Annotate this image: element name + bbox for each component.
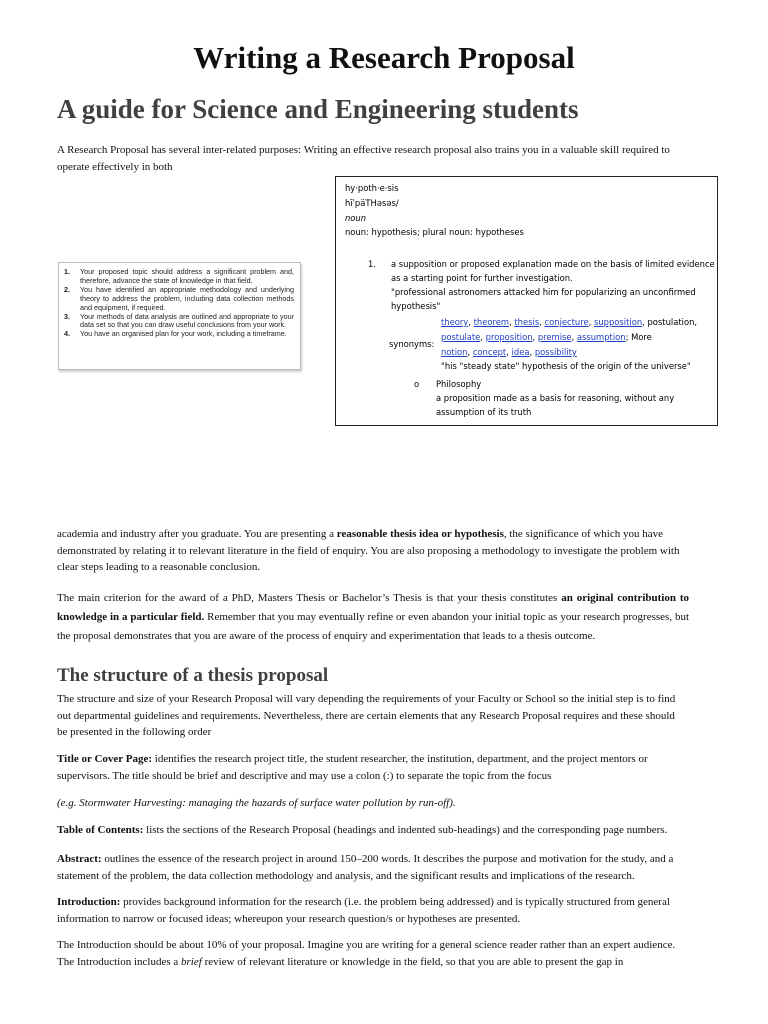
synonym-link[interactable]: proposition bbox=[485, 332, 533, 342]
synonym-link[interactable]: assumption bbox=[576, 332, 626, 342]
dict-example-line-1: "professional astronomers attacked him for popularizing an unconfirmed bbox=[391, 287, 696, 297]
synonym-link[interactable]: possibility bbox=[534, 347, 577, 357]
dict-definition-line-2: as a starting point for further investigation. bbox=[391, 273, 573, 283]
dict-pronunciation: hīˈpäTHəsəs/ bbox=[345, 198, 399, 208]
proposal-checklist-image bbox=[58, 262, 301, 370]
dict-part-of-speech: noun bbox=[345, 213, 367, 223]
paragraph-structure: The structure and size of your Research Proposal will vary depending the requirements of your Faculty or School so the initial step is to find out departmental guidelines and requirements. Nevertheless, there are certain elements that any Research Proposal requires and these should be presented in the following order bbox=[57, 693, 676, 738]
emphasis: reasonable thesis idea or hypothesis bbox=[336, 528, 504, 540]
synonym-link[interactable]: concept bbox=[472, 347, 507, 357]
synonym-link[interactable]: premise bbox=[537, 332, 572, 342]
term-label: Introduction: bbox=[57, 896, 121, 908]
dict-synonyms-row-1: theory, theorem, thesis, conjecture, supposition, postulation, bbox=[441, 317, 698, 327]
intro-line-1: A Research Proposal has several inter-related purposes: Writing an effective research proposal also trains you in a valuable skill required to bbox=[57, 144, 670, 156]
intro-paragraph bbox=[57, 142, 689, 175]
checklist-item: 1. Your proposed topic should address a significant problem and, therefore, advance the state of knowledge in that field. bbox=[64, 267, 294, 285]
term-label: Table of Contents: bbox=[57, 824, 144, 836]
emphasis: an original contribution to knowledge in a particular field. bbox=[57, 592, 689, 623]
dict-synonyms-label: synonyms: bbox=[389, 339, 435, 349]
paragraph-abstract: Abstract: outlines the essence of the research project in around 150–200 words. It describes the purpose and motivation for the study, and a statement of the problem, the data collection methodology and analysis, and the significant results and implications of the research. bbox=[57, 853, 674, 882]
synonym-link[interactable]: idea bbox=[511, 347, 530, 357]
paragraph-toc: Table of Contents: lists the sections of the Research Proposal (headings and indented sub-headings) and the corresponding page numbers. bbox=[57, 824, 668, 836]
dict-headword: hy·poth·e·sis bbox=[345, 183, 399, 193]
paragraph-example-title: (e.g. Stormwater Harvesting: managing the hazards of surface water pollution by run-off). bbox=[57, 797, 456, 809]
dict-example-line-2: hypothesis" bbox=[391, 301, 441, 311]
checklist-item: 3. Your methods of data analysis are outlined and appropriate to your data set so that you can draw useful conclusions from your work. bbox=[64, 311, 294, 330]
paragraph-academia: academia and industry after you graduate. You are presenting a reasonable thesis idea or hypothesis, the significance of which you have demonstrated by relating it to relevant literature in the field of enquiry. You are also proposing a methodology to investigate the problem with clear steps leading to a reasonable conclusion. bbox=[57, 528, 680, 573]
page-subtitle: A guide for Science and Engineering students bbox=[57, 94, 579, 124]
synonym-link[interactable]: thesis bbox=[514, 317, 540, 327]
dict-synonyms-row-2: postulate, proposition, premise, assumption; More bbox=[441, 332, 652, 342]
synonym-link[interactable]: notion bbox=[441, 347, 468, 357]
dictionary-definition-box bbox=[335, 176, 718, 426]
synonym-link[interactable]: postulate bbox=[441, 332, 481, 342]
dict-example-line-3: "his "steady state" hypothesis of the origin of the universe" bbox=[441, 361, 691, 371]
synonym-link[interactable]: theorem bbox=[473, 317, 510, 327]
section-heading-structure: The structure of a thesis proposal bbox=[57, 665, 329, 686]
paragraph-title-page: Title or Cover Page: identifies the research project title, the student researcher, the institution, department, and the project mentors or supervisors. The title should be brief and descriptive and may use a colon (:) to separate the topic from the focus bbox=[57, 753, 648, 782]
dict-forms: noun: hypothesis; plural noun: hypotheses bbox=[345, 227, 524, 237]
synonym-plain: postulation, bbox=[647, 317, 698, 327]
term-label: Abstract: bbox=[57, 853, 102, 865]
checklist-item: 2. You have identified an appropriate methodology and underlying theory to address the problem, including data collection methods and equipment, if required. bbox=[64, 284, 294, 312]
synonym-link[interactable]: supposition bbox=[593, 317, 643, 327]
dict-definition-line-3: a proposition made as a basis for reasoning, without any bbox=[436, 393, 675, 403]
dict-bullet: o bbox=[414, 379, 420, 389]
dict-synonyms-row-3: notion, concept, idea, possibility bbox=[441, 347, 577, 357]
dict-definition-line-4: assumption of its truth bbox=[436, 407, 532, 417]
emphasis: brief bbox=[181, 955, 202, 968]
dict-sense-number: 1. bbox=[368, 259, 376, 269]
synonym-link[interactable]: conjecture bbox=[544, 317, 589, 327]
paragraph-intro-length: The Introduction should be about 10% of your proposal. Imagine you are writing for a general science reader rather than an expert audience. The Introduction includes a brief review of relevant literature or knowledge in the field, so that you are able to present the gap in bbox=[57, 939, 676, 968]
checklist-item: 4. You have an organised plan for your work, including a timeframe. bbox=[64, 329, 287, 339]
synonym-more[interactable]: More bbox=[631, 332, 652, 342]
synonym-link[interactable]: theory bbox=[441, 317, 469, 327]
dict-definition-line-1: a supposition or proposed explanation made on the basis of limited evidence bbox=[391, 259, 715, 269]
term-label: Title or Cover Page: bbox=[57, 753, 153, 765]
page-title: Writing a Research Proposal bbox=[193, 40, 575, 75]
intro-line-2: operate effectively in both bbox=[57, 160, 173, 173]
paragraph-criterion: The main criterion for the award of a PhD, Masters Thesis or Bachelor’s Thesis is that your thesis constitutes an original contribution to knowledge in a particular field. Remember that you may eventually refine or even abandon your initial topic as your research progresses, but the proposal demonstrates that you are aware of the process of enquiry and experimentation that leads to a thesis outcome. bbox=[57, 592, 690, 642]
paragraph-introduction: Introduction: provides background information for the research (i.e. the problem being addressed) and is typically structured from general information to narrow or focused ideas; whereupon your research question/s or hypotheses are presented. bbox=[57, 896, 670, 925]
dict-domain-label: Philosophy bbox=[436, 379, 482, 389]
